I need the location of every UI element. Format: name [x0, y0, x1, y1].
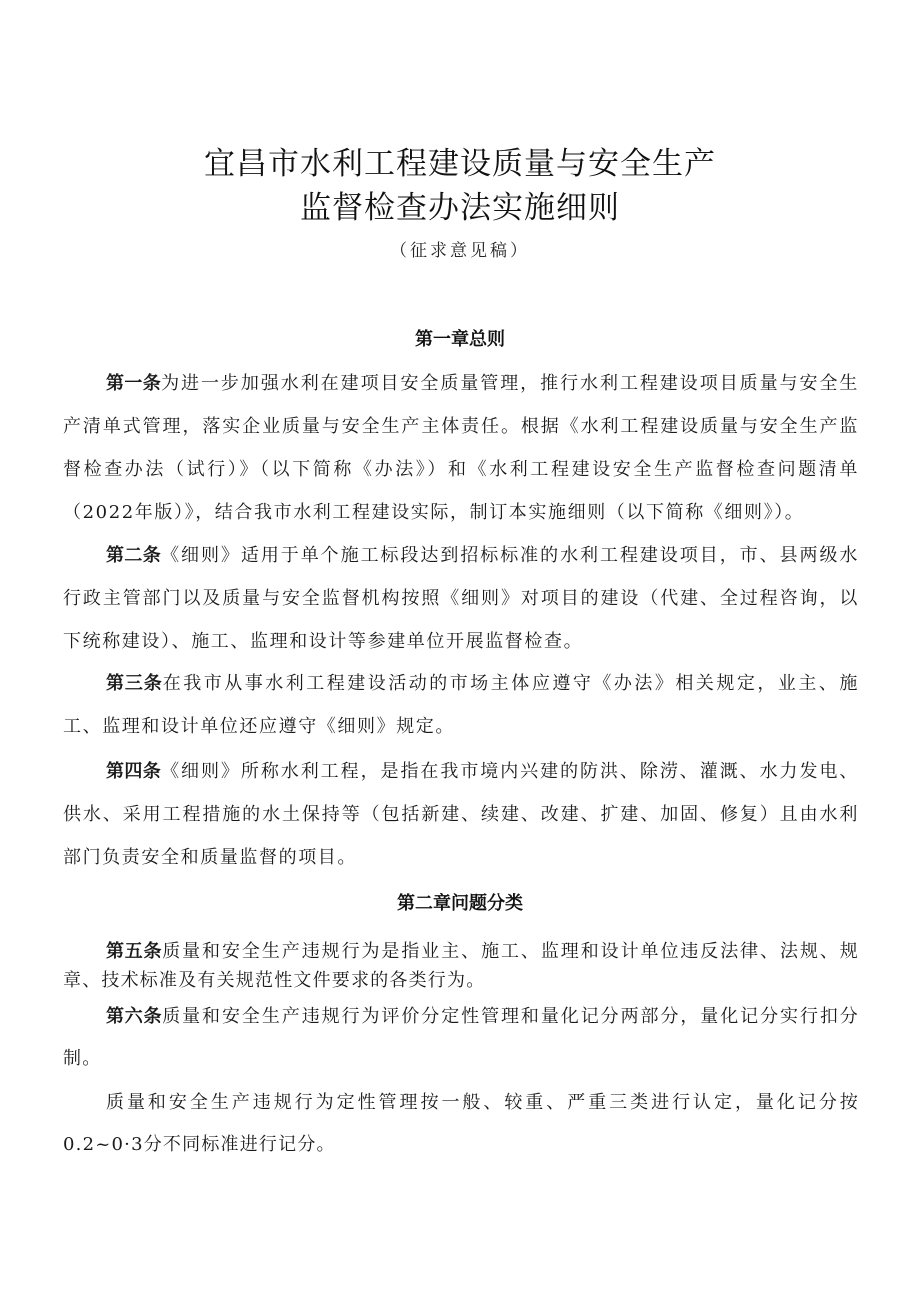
article-1: [63, 362, 859, 534]
article-5-label: 第五条: [106, 941, 163, 962]
article-5-text: 质量和安全生产违规行为是指业主、施工、监理和设计单位违反法律、法规、规章、技术标准及有关规范性文件要求的各类行为。: [63, 941, 860, 991]
article-4-text: 《细则》所称水利工程，是指在我市境内兴建的防洪、除涝、灌溉、水力发电、供水、采用工程措施的水土保持等（包括新建、续建、改建、扩建、加固、修复）且由水利部门负责安全和质量监督的项目。: [63, 761, 860, 868]
chapter-heading-2: 第二章问题分类: [397, 893, 523, 914]
article-2-label: 第二条: [106, 545, 162, 566]
document-subtitle: （征求意见稿）: [390, 241, 530, 261]
article-3-label: 第三条: [106, 673, 163, 694]
article-4-label: 第四条: [106, 761, 162, 782]
article-6: [63, 996, 859, 1080]
document-title-line-2: 监督检查办法实施细则: [300, 190, 620, 226]
article-5: [63, 937, 859, 995]
article-1-text: 为进一步加强水利在建项目安全质量管理，推行水利工程建设项目质量与安全生产清单式管理，落实企业质量与安全生产主体责任。根据《水利工程建设质量与安全生产监督检查办法（试行）》（以下简称《办法》）和《水利工程建设安全生产监督检查问题清单（2022年版）》，结合我市水利工程建设实际，制订本实施细则（以下简称《细则》）。: [63, 373, 860, 523]
body-paragraph: 质量和安全生产违规行为定性管理按一般、较重、严重三类进行认定，量化记分按0.2~0·3分不同标准进行记分。: [63, 1092, 859, 1155]
article-6-text: 质量和安全生产违规行为评价分定性管理和量化记分两部分，量化记分实行扣分制。: [63, 1006, 860, 1069]
article-2: [63, 534, 859, 663]
article-4: [63, 750, 859, 879]
article-3: [63, 662, 859, 748]
article-1-label: 第一条: [106, 373, 162, 394]
document-title-line-1: 宜昌市水利工程建设质量与安全生产: [204, 146, 716, 182]
article-2-text: 《细则》适用于单个施工标段达到招标标准的水利工程建设项目，市、县两级水行政主管部门以及质量与安全监督机构按照《细则》对项目的建设（代建、全过程咨询，以下统称建设）、施工、监理和设计等参建单位开展监督检查。: [63, 545, 860, 652]
article-3-text: 在我市从事水利工程建设活动的市场主体应遵守《办法》相关规定，业主、施工、监理和设计单位还应遵守《细则》规定。: [63, 673, 859, 737]
chapter-heading-1: 第一章总则: [415, 329, 505, 350]
article-6-label: 第六条: [106, 1006, 163, 1027]
